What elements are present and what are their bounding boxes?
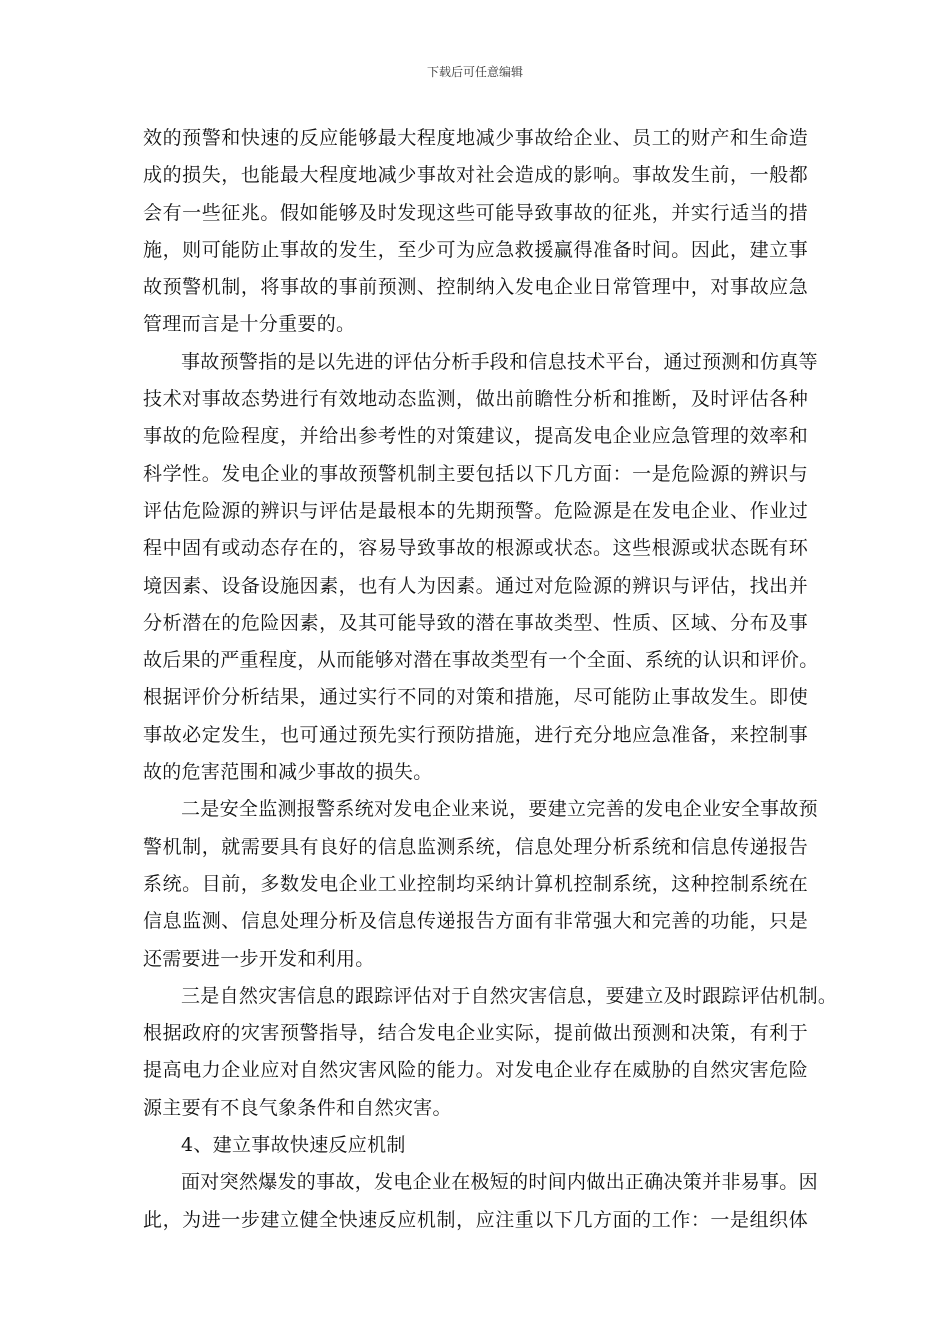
text-line: 分析潜在的危险因素，及其可能导致的潜在事故类型、性质、区域、分布及事 [143, 611, 808, 634]
text-line: 技术对事故态势进行有效地动态监测，做出前瞻性分析和推断，及时评估各种 [143, 388, 808, 411]
text-line: 还需要进一步开发和利用。 [143, 947, 375, 970]
document-body [143, 120, 838, 1239]
text-line: 境因素、设备设施因素，也有人为因素。通过对危险源的辨识与评估，找出并 [143, 574, 808, 597]
section-heading: 4、建立事故快速反应机制 [181, 1134, 406, 1157]
text-line: 故的危害范围和减少事故的损失。 [143, 761, 433, 784]
text-line: 成的损失，也能最大程度地减少事故对社会造成的影响。事故发生前，一般都 [143, 164, 808, 187]
text-line: 提高电力企业应对自然灾害风险的能力。对发电企业存在威胁的自然灾害危险 [143, 1059, 808, 1082]
paragraph-first-line: 三是自然灾害信息的跟踪评估对于自然灾害信息，要建立及时跟踪评估机制。 [181, 984, 838, 1007]
text-line: 管理而言是十分重要的。 [143, 313, 356, 336]
text-line: 源主要有不良气象条件和自然灾害。 [143, 1096, 452, 1119]
paragraph-first-line: 事故预警指的是以先进的评估分析手段和信息技术平台，通过预测和仿真等 [181, 350, 818, 373]
text-line: 事故必定发生，也可通过预先实行预防措施，进行充分地应急准备，来控制事 [143, 723, 808, 746]
text-line: 程中固有或动态存在的，容易导致事故的根源或状态。这些根源或状态既有环 [143, 537, 808, 560]
page-header: 下载后可任意编辑 [426, 65, 523, 79]
text-line: 效的预警和快速的反应能够最大程度地减少事故给企业、员工的财产和生命造 [143, 127, 808, 149]
text-line: 此，为进一步建立健全快速反应机制，应注重以下几方面的工作：一是组织体 [143, 1208, 808, 1231]
text-line: 施，则可能防止事故的发生，至少可为应急救援赢得准备时间。因此，建立事 [143, 238, 808, 261]
text-line: 系统。目前，多数发电企业工业控制均采纳计算机控制系统，这种控制系统在 [143, 872, 808, 895]
text-line: 故预警机制，将事故的事前预测、控制纳入发电企业日常管理中，对事故应急 [143, 276, 808, 299]
text-line: 故后果的严重程度，从而能够对潜在事故类型有一个全面、系统的认识和评价。 [143, 649, 819, 672]
text-line: 事故的危险程度，并给出参考性的对策建议，提高发电企业应急管理的效率和 [143, 425, 808, 448]
text-line: 警机制，就需要具有良好的信息监测系统，信息处理分析系统和信息传递报告 [143, 835, 808, 858]
text-line: 评估危险源的辨识与评估是最根本的先期预警。危险源是在发电企业、作业过 [143, 499, 808, 522]
paragraph-first-line: 面对突然爆发的事故，发电企业在极短的时间内做出正确决策并非易事。因 [181, 1171, 818, 1194]
text-line: 根据政府的灾害预警指导，结合发电企业实际，提前做出预测和决策，有利于 [143, 1022, 808, 1045]
paragraph-first-line: 二是安全监测报警系统对发电企业来说，要建立完善的发电企业安全事故预 [181, 798, 818, 821]
text-line: 信息监测、信息处理分析及信息传递报告方面有非常强大和完善的功能，只是 [143, 910, 808, 933]
text-line: 科学性。发电企业的事故预警机制主要包括以下几方面：一是危险源的辨识与 [143, 462, 808, 485]
text-line: 根据评价分析结果，通过实行不同的对策和措施，尽可能防止事故发生。即使 [143, 686, 808, 709]
text-line: 会有一些征兆。假如能够及时发现这些可能导致事故的征兆，并实行适当的措 [143, 201, 808, 224]
